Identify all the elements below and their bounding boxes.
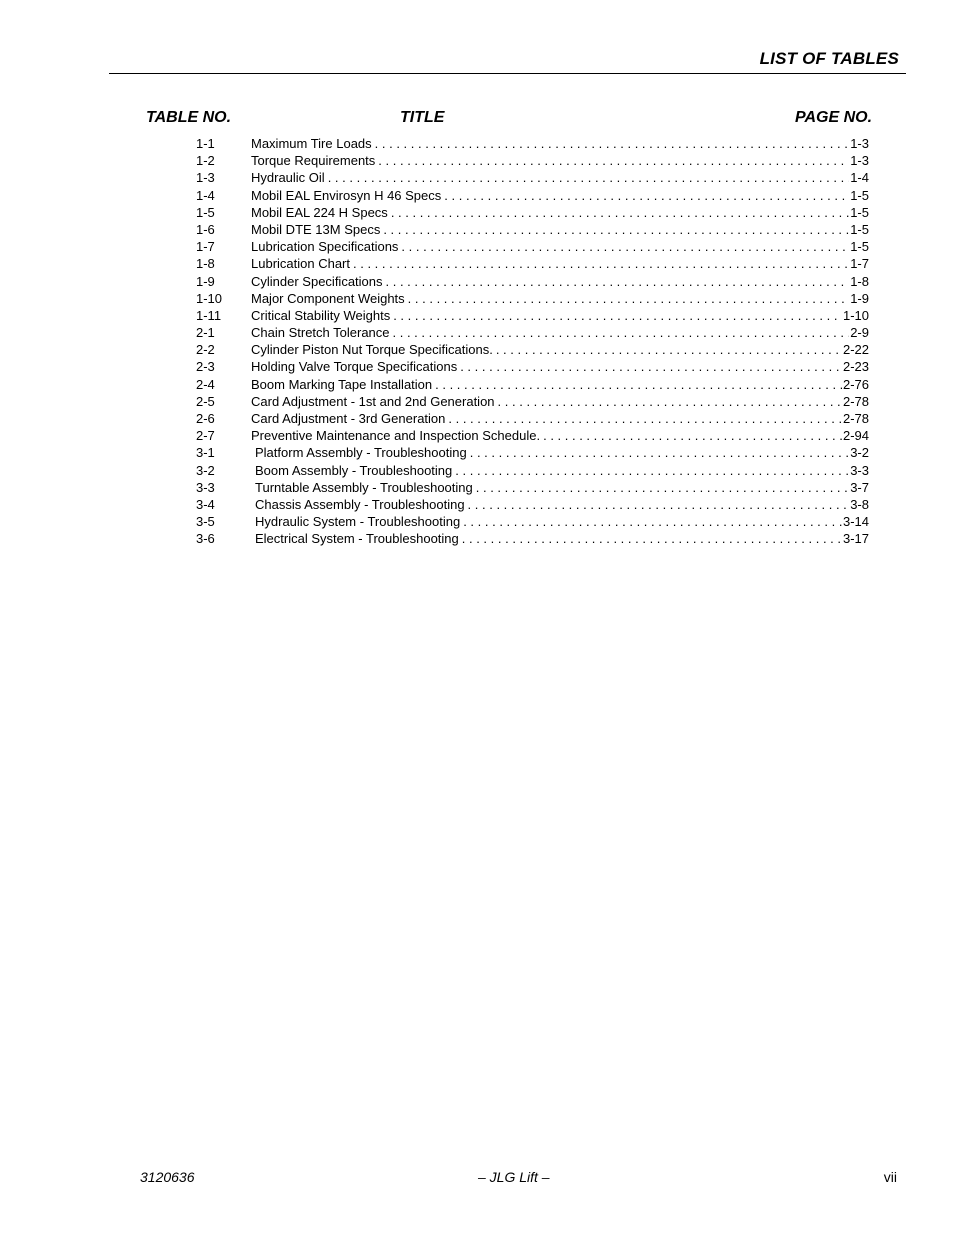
table-number: 3-2 [196,462,215,478]
list-item[interactable] [196,358,896,375]
dot-leader [375,135,850,152]
page-number: 1-4 [850,170,869,186]
list-item[interactable] [196,169,896,186]
table-number: 2-2 [196,342,215,358]
table-title: Mobil DTE 13M Specs [251,221,381,237]
table-number: 3-1 [196,445,215,461]
table-number: 1-6 [196,221,215,237]
dot-leader [496,341,842,358]
list-item[interactable] [196,187,896,204]
list-item[interactable] [196,255,896,272]
dot-leader [463,513,842,530]
page-number: 1-7 [850,256,869,272]
table-title: Mobil EAL 224 H Specs [251,204,388,220]
list-item[interactable] [196,496,896,513]
table-title: Major Component Weights [251,290,405,306]
page-number: 3-3 [850,462,869,478]
table-number: 3-5 [196,514,215,530]
page-number: 3-8 [850,496,869,512]
list-item[interactable] [196,427,896,444]
table-title: Lubrication Specifications [251,239,399,255]
column-header-table-no: TABLE NO. [146,109,232,126]
list-item[interactable] [196,376,896,393]
table-number: 2-7 [196,428,215,444]
table-title: Lubrication Chart [251,256,350,272]
table-title: Hydraulic Oil [251,170,325,186]
table-title: Turntable Assembly - Troubleshooting [255,479,473,495]
list-item[interactable] [196,152,896,169]
page-number: 3-14 [842,514,869,530]
table-title: Platform Assembly - Troubleshooting [255,445,467,461]
footer-brand: – JLG Lift – [478,1169,550,1185]
list-item[interactable] [196,410,896,427]
table-title: Cylinder Specifications [251,273,383,289]
table-title: Torque Requirements [251,153,376,169]
page-number: 1-5 [850,204,869,220]
table-number: 1-11 [196,307,222,323]
table-number: 2-6 [196,411,215,426]
table-number: 1-3 [196,170,215,186]
table-title: Card Adjustment - 1st and 2nd Generation [251,393,495,409]
list-item[interactable] [196,393,896,410]
dot-leader [378,152,849,169]
table-title: Cylinder Piston Nut Torque Specifications. [251,342,493,358]
page-number: 1-5 [850,239,869,255]
dot-leader [353,255,849,272]
list-item[interactable] [196,513,896,530]
table-number: 2-3 [196,359,215,375]
table-title: Holding Valve Torque Specifications [251,359,458,375]
dot-leader [455,462,849,479]
page-number: 2-22 [842,342,869,358]
page-number: 1-10 [842,307,869,323]
page-number: 1-3 [850,136,869,151]
table-number: 3-4 [196,496,215,512]
list-item[interactable] [196,273,896,290]
page-number: 2-78 [842,393,869,409]
table-title: Hydraulic System - Troubleshooting [255,514,461,530]
list-item[interactable] [196,238,896,255]
table-title: Critical Stability Weights [251,307,391,323]
table-title: Chain Stretch Tolerance [251,325,390,341]
list-item[interactable] [196,324,896,341]
column-header-page-no: PAGE NO. [795,109,873,126]
page-number: 3-2 [850,445,869,461]
table-number: 2-4 [196,376,215,392]
table-title: Mobil EAL Envirosyn H 46 Specs [251,187,442,203]
dot-leader [386,273,850,290]
table-number: 1-2 [196,153,215,169]
page-number: 2-78 [842,411,869,426]
page-number: 1-9 [850,290,869,306]
dot-leader [470,444,849,461]
table-number: 1-5 [196,204,215,220]
table-number: 1-7 [196,239,215,255]
table-title: Electrical System - Troubleshooting [255,531,459,547]
list-item[interactable] [196,479,896,496]
table-number: 1-9 [196,273,215,289]
dot-leader [498,393,842,410]
dot-leader [383,221,849,238]
page-number: 2-9 [850,325,869,341]
list-item[interactable] [196,221,896,238]
table-title: Preventive Maintenance and Inspection Schedule. [251,428,541,444]
column-header-title: TITLE [400,109,445,126]
list-item[interactable] [196,135,896,152]
table-number: 1-8 [196,256,215,272]
page-number: 2-94 [842,428,869,444]
page-number: 3-17 [842,531,869,547]
page-number: 1-5 [850,221,869,237]
dot-leader [543,427,842,444]
dot-leader [444,187,849,204]
table-number: 2-5 [196,393,215,409]
dot-leader [476,479,849,496]
dot-leader [448,410,842,427]
footer-doc-number: 3120636 [140,1169,195,1185]
dot-leader [460,358,842,375]
dot-leader [435,376,842,393]
table-title: Boom Assembly - Troubleshooting [255,462,453,478]
table-title: Chassis Assembly - Troubleshooting [255,496,465,512]
page-number: 2-23 [842,359,869,375]
table-number: 2-1 [196,325,215,341]
list-item[interactable] [196,290,896,307]
table-number: 1-10 [196,290,223,306]
list-item[interactable] [196,307,896,324]
page-header-title: LIST OF TABLES [759,49,899,68]
dot-leader [408,290,850,307]
table-list [196,135,896,548]
dot-leader [393,307,842,324]
table-number: 3-6 [196,531,215,547]
page-number: 1-8 [850,273,869,289]
list-item[interactable] [196,341,896,358]
dot-leader [468,496,850,513]
page-number: 2-76 [842,376,869,392]
table-title: Boom Marking Tape Installation [251,376,433,392]
page-number: 3-7 [850,479,869,495]
dot-leader [391,204,849,221]
list-item[interactable] [196,444,896,461]
table-number: 1-4 [196,187,215,203]
dot-leader [462,530,842,547]
page-number: 1-5 [850,187,869,203]
dot-leader [328,169,850,186]
table-number: 3-3 [196,479,215,495]
table-title: Maximum Tire Loads [251,136,372,151]
dot-leader [401,238,849,255]
list-item[interactable] [196,462,896,479]
table-number: 1-1 [196,136,215,151]
footer-page-number: vii [883,1169,897,1185]
header-divider [109,73,906,74]
table-title: Card Adjustment - 3rd Generation [251,411,446,426]
list-item[interactable] [196,530,896,547]
list-item[interactable] [196,204,896,221]
dot-leader [393,324,850,341]
page-number: 1-3 [850,153,869,169]
